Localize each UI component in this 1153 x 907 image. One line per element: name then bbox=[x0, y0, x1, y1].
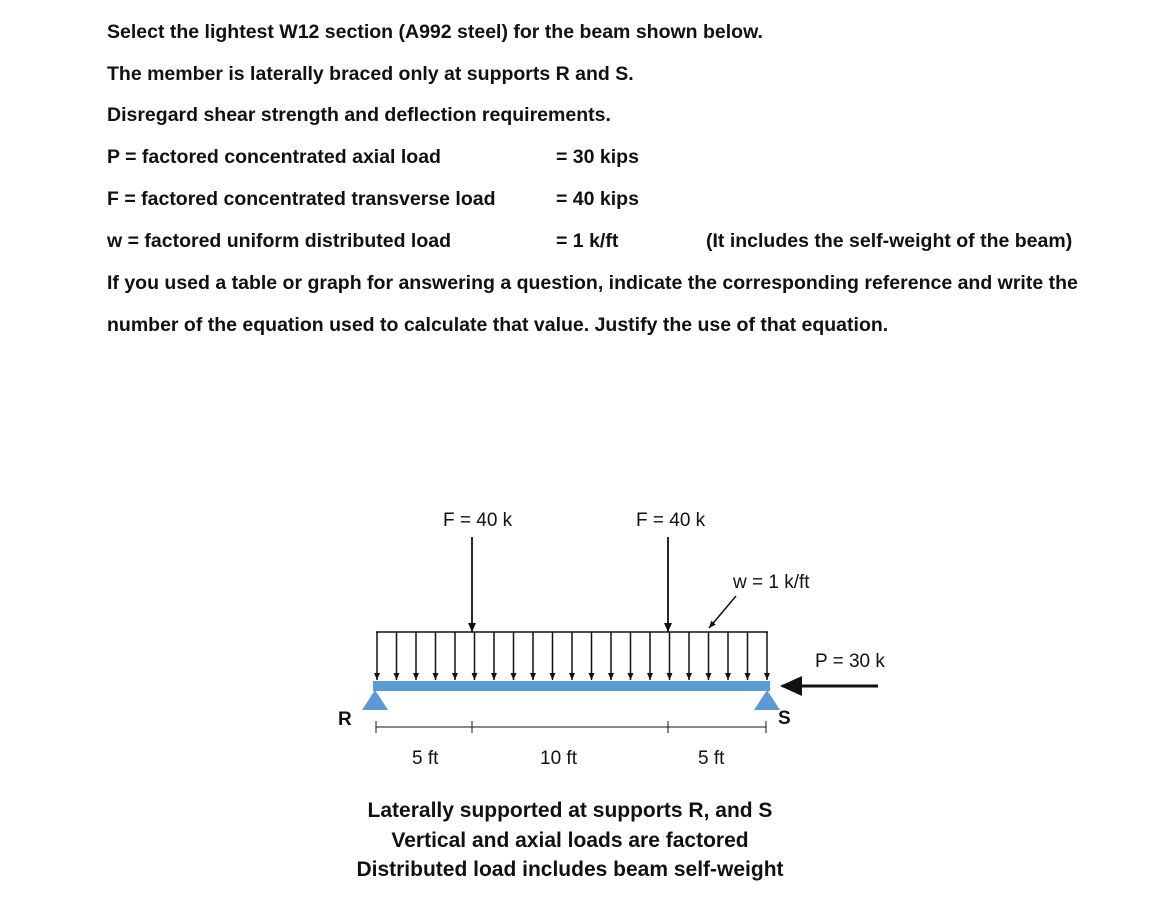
axial-load-arrowhead bbox=[780, 676, 802, 696]
statement-line-1: Select the lightest W12 section (A992 steel) for the beam shown below. bbox=[107, 21, 763, 43]
distributed-load-label: w = 1 k/ft bbox=[733, 572, 810, 593]
caption-line-3: Distributed load includes beam self-weight bbox=[356, 858, 784, 881]
support-s-label: S bbox=[778, 708, 791, 729]
statement-line-7: If you used a table or graph for answering a question, indicate the corresponding reference and write the bbox=[107, 272, 1078, 294]
statement-line-8: number of the equation used to calculate that value. Justify the use of that equation. bbox=[107, 314, 889, 336]
statement-line-2: The member is laterally braced only at supports R and S. bbox=[107, 63, 634, 85]
definition-w-label: w = factored uniform distributed load bbox=[107, 230, 451, 252]
definition-w-note: (It includes the self-weight of the beam) bbox=[706, 230, 1073, 252]
caption-line-1: Laterally supported at supports R, and S bbox=[367, 799, 773, 822]
force-left-label: F = 40 k bbox=[443, 510, 513, 531]
caption-line-2: Vertical and axial loads are factored bbox=[391, 829, 749, 852]
definition-f-value: = 40 kips bbox=[556, 188, 639, 210]
axial-load-label: P = 30 k bbox=[815, 651, 885, 672]
definition-p-label: P = factored concentrated axial load bbox=[107, 146, 441, 168]
support-r-label: R bbox=[338, 709, 352, 730]
w-pointer-arrow bbox=[709, 596, 736, 628]
support-r-triangle bbox=[362, 690, 388, 710]
definition-f-label: F = factored concentrated transverse load bbox=[107, 188, 496, 210]
dimension-label-2: 10 ft bbox=[540, 748, 577, 769]
force-right-label: F = 40 k bbox=[636, 510, 706, 531]
beam bbox=[373, 681, 770, 691]
dimension-label-1: 5 ft bbox=[412, 748, 439, 769]
definition-p-value: = 30 kips bbox=[556, 146, 639, 168]
statement-line-3: Disregard shear strength and deflection requirements. bbox=[107, 104, 611, 126]
support-s-triangle bbox=[754, 690, 780, 710]
definition-w-value: = 1 k/ft bbox=[556, 230, 619, 252]
distributed-load-arrows bbox=[377, 632, 767, 680]
dimension-label-3: 5 ft bbox=[698, 748, 725, 769]
